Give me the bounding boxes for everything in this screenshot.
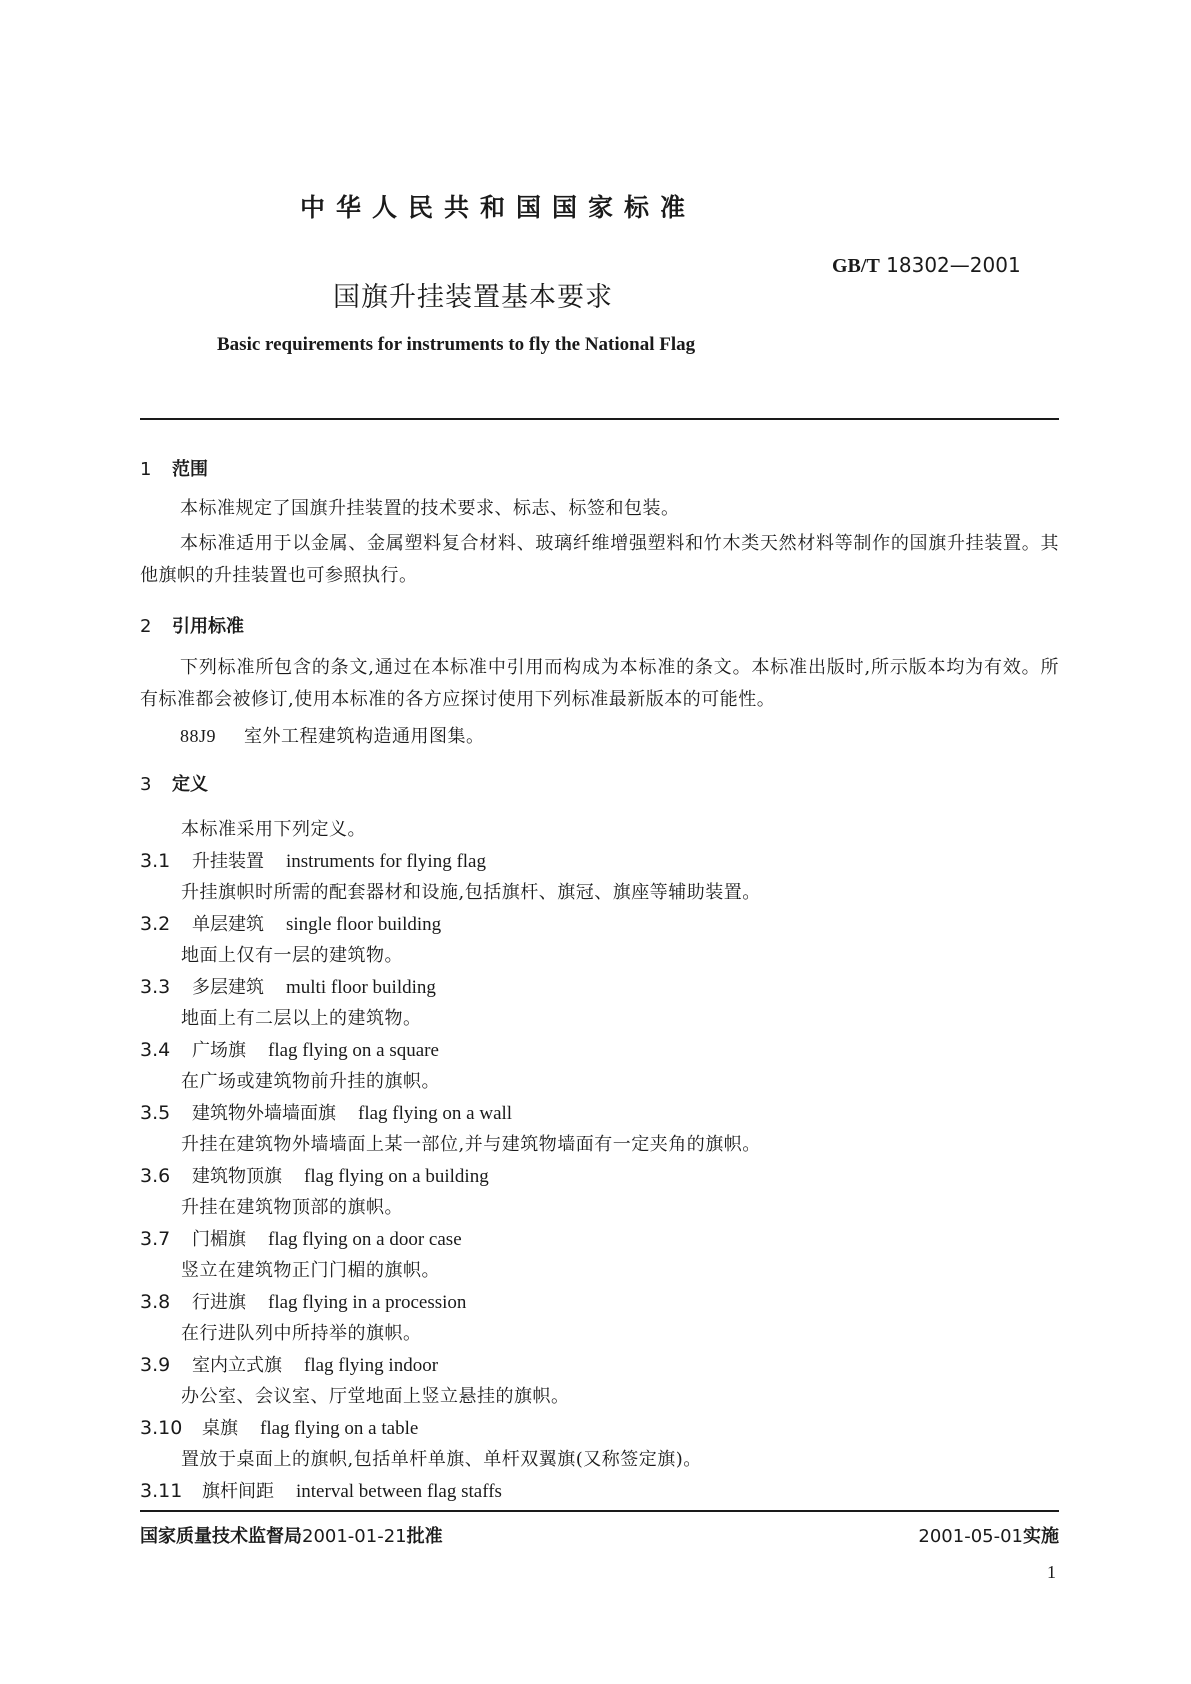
definition-term: 3.3 多层建筑 multi floor building	[140, 976, 436, 998]
effective-date: 2001-05-01	[918, 1526, 1023, 1547]
document-title-cn: 国旗升挂装置基本要求	[333, 282, 613, 313]
issue-date: 2001-01-21	[302, 1526, 407, 1547]
definition-term: 3.10 桌旗 flag flying on a table	[140, 1417, 419, 1439]
issuer-name: 国家质量技术监督局	[140, 1526, 302, 1547]
definition-term: 3.11 旗杆间距 interval between flag staffs	[140, 1480, 502, 1502]
standard-code-number: 18302—2001	[886, 253, 1021, 277]
references-paragraph: 下列标准所包含的条文,通过在本标准中引用而构成为本标准的条文。本标准出版时,所示版本均为有效。所有标准都会被修订,使用本标准的各方应探讨使用下列标准最新版本的可能性。	[140, 657, 1059, 710]
definition-term: 3.2 单层建筑 single floor building	[140, 913, 442, 935]
definition-description: 置放于桌面上的旗帜,包括单杆单旗、单杆双翼旗(又称签定旗)。	[181, 1449, 702, 1470]
section-heading-definitions: 3 定义	[140, 774, 208, 795]
definition-term: 3.8 行进旗 flag flying in a procession	[140, 1291, 467, 1313]
effective-label: 实施	[1023, 1526, 1059, 1547]
definition-description: 竖立在建筑物正门门楣的旗帜。	[181, 1260, 440, 1281]
definition-description: 升挂在建筑物顶部的旗帜。	[181, 1197, 403, 1218]
approval-label: 批准	[406, 1526, 443, 1547]
definition-description: 升挂旗帜时所需的配套器材和设施,包括旗杆、旗冠、旗座等辅助装置。	[181, 882, 761, 903]
section-heading-scope: 1 范围	[140, 459, 208, 480]
definition-description: 升挂在建筑物外墙墙面上某一部位,并与建筑物墙面有一定夹角的旗帜。	[181, 1134, 761, 1155]
document-title-en: Basic requirements for instruments to fly the National Flag	[217, 334, 696, 355]
definition-term: 3.1 升挂装置 instruments for flying flag	[140, 850, 486, 872]
standard-code	[832, 253, 1021, 278]
definition-term: 3.5 建筑物外墙墙面旗 flag flying on a wall	[140, 1102, 513, 1124]
definition-description: 在行进队列中所持举的旗帜。	[181, 1323, 422, 1344]
definition-description: 在广场或建筑物前升挂的旗帜。	[181, 1071, 440, 1092]
definition-term: 3.9 室内立式旗 flag flying indoor	[140, 1354, 439, 1376]
definition-term: 3.4 广场旗 flag flying on a square	[140, 1039, 439, 1061]
page-number: 1	[1047, 1562, 1056, 1582]
definition-description: 办公室、会议室、厅堂地面上竖立悬挂的旗帜。	[181, 1386, 570, 1407]
definition-description: 地面上有二层以上的建筑物。	[181, 1008, 422, 1029]
scope-paragraph-1: 本标准规定了国旗升挂装置的技术要求、标志、标签和包装。	[180, 498, 680, 519]
definition-description: 地面上仅有一层的建筑物。	[181, 945, 403, 966]
header-divider	[140, 418, 1059, 420]
standard-code-prefix: GB/T	[832, 255, 880, 277]
section-heading-references: 2 引用标准	[140, 616, 244, 637]
national-standard-header: 中华人民共和国国家标准	[300, 193, 697, 222]
definitions-intro: 本标准采用下列定义。	[181, 819, 366, 840]
definition-term: 3.6 建筑物顶旗 flag flying on a building	[140, 1165, 489, 1187]
footer-divider	[140, 1510, 1059, 1512]
reference-entry: 88J9 室外工程建筑构造通用图集。	[180, 726, 485, 747]
effective-line	[918, 1522, 1059, 1548]
scope-paragraph-2: 本标准适用于以金属、金属塑料复合材料、玻璃纤维增强塑料和竹木类天然材料等制作的国旗升挂装置。其他旗帜的升挂装置也可参照执行。	[140, 533, 1059, 586]
approval-line	[140, 1522, 443, 1548]
definition-term: 3.7 门楣旗 flag flying on a door case	[140, 1228, 462, 1250]
